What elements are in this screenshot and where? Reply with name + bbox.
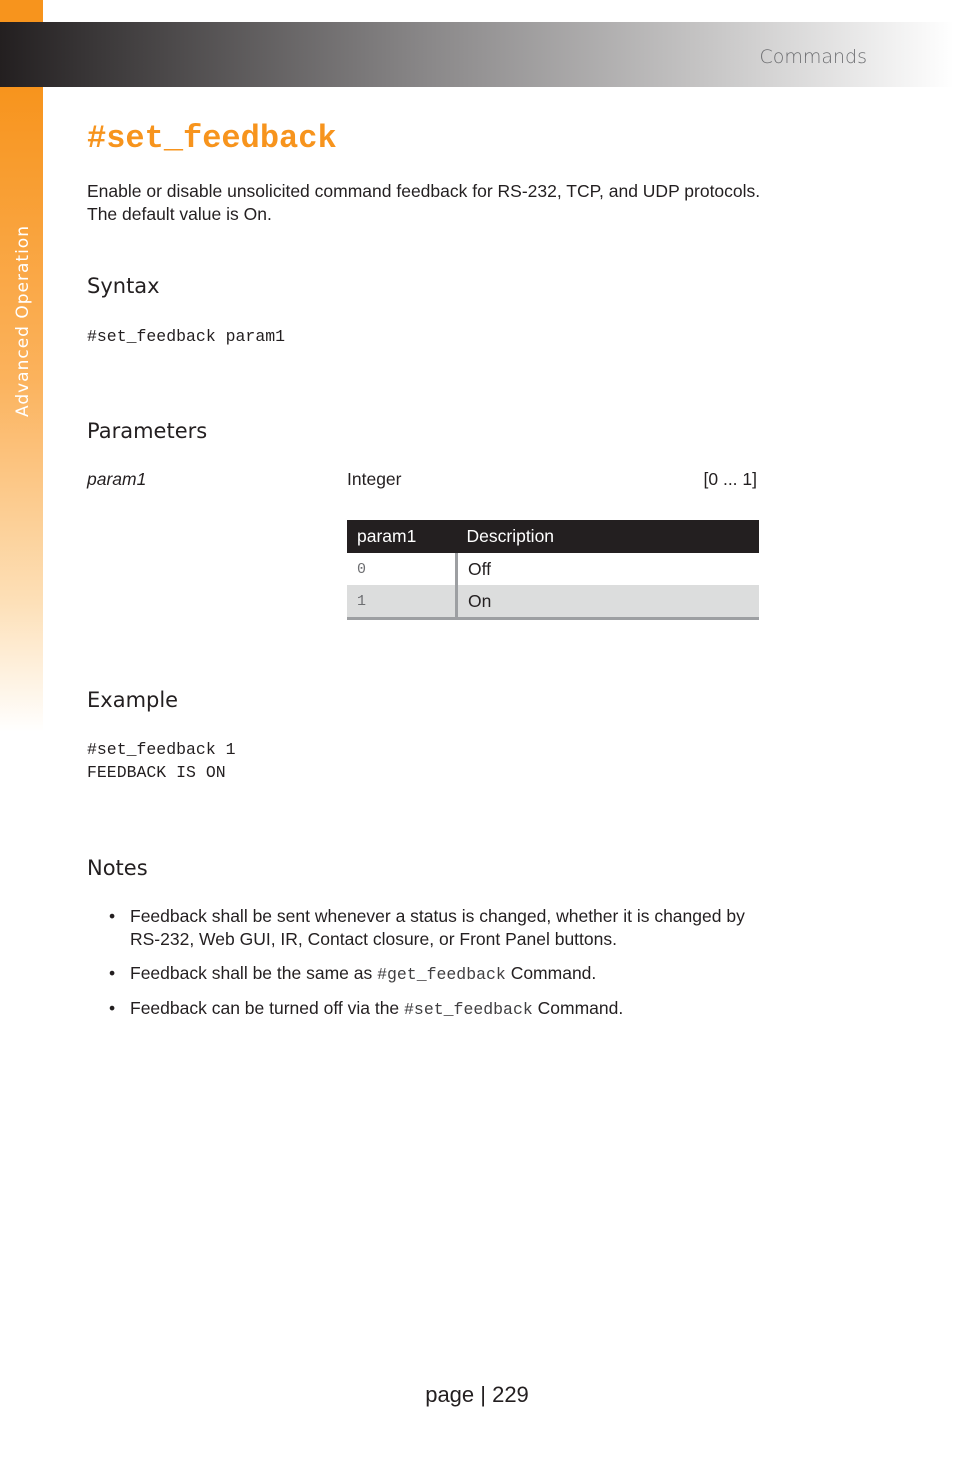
- list-item: [109, 997, 819, 1021]
- param-type: Integer: [347, 469, 402, 489]
- notes-heading: Notes: [87, 856, 148, 880]
- syntax-code: #set_feedback param1: [87, 327, 286, 346]
- header-title: Commands: [759, 46, 867, 68]
- note-text: Command.: [505, 963, 597, 983]
- example-code-line: FEEDBACK IS ON: [87, 763, 226, 782]
- note-text: Command.: [532, 998, 624, 1018]
- param-name: param1: [87, 469, 147, 489]
- side-tab: [0, 87, 43, 732]
- description-line: The default value is On.: [87, 204, 272, 224]
- syntax-heading: Syntax: [87, 274, 160, 298]
- list-item: [109, 962, 819, 986]
- list-item: [109, 905, 819, 951]
- header-band: [0, 22, 954, 87]
- bullet: •: [109, 998, 116, 1018]
- table-header: Description: [457, 520, 760, 553]
- note-text: Feedback shall be the same as: [130, 963, 378, 983]
- note-text: RS-232, Web GUI, IR, Contact closure, or Front Panel buttons.: [130, 929, 617, 949]
- table-cell-value: 1: [347, 585, 457, 619]
- note-text: Feedback shall be sent whenever a status is changed, whether it is changed by: [130, 906, 745, 926]
- notes-list: [109, 905, 819, 1032]
- bullet: •: [109, 906, 116, 926]
- inline-code: #get_feedback: [377, 965, 506, 984]
- example-code-line: #set_feedback 1: [87, 740, 236, 759]
- page-number: page | 229: [425, 1382, 529, 1407]
- section-label: Advanced Operation: [13, 225, 33, 417]
- table-header: param1: [347, 520, 457, 553]
- side-tab-top: [0, 0, 43, 22]
- table-cell-description: Off: [468, 558, 492, 579]
- command-title: #set_feedback: [87, 120, 337, 157]
- command-description: [87, 180, 760, 226]
- inline-code: #set_feedback: [404, 1000, 533, 1019]
- param-range: [0 ... 1]: [703, 469, 757, 489]
- example-heading: Example: [87, 688, 179, 712]
- table-header-row: [347, 520, 759, 553]
- table-row: [347, 553, 759, 585]
- table-cell-value: 0: [347, 553, 457, 585]
- table-row: [347, 585, 759, 619]
- param-values-table: [347, 520, 759, 620]
- parameters-heading: Parameters: [87, 419, 208, 443]
- bullet: •: [109, 963, 116, 983]
- table-cell-description: On: [457, 585, 760, 619]
- note-text: Feedback can be turned off via the: [130, 998, 405, 1018]
- description-line: Enable or disable unsolicited command feedback for RS-232, TCP, and UDP protocols.: [87, 181, 761, 201]
